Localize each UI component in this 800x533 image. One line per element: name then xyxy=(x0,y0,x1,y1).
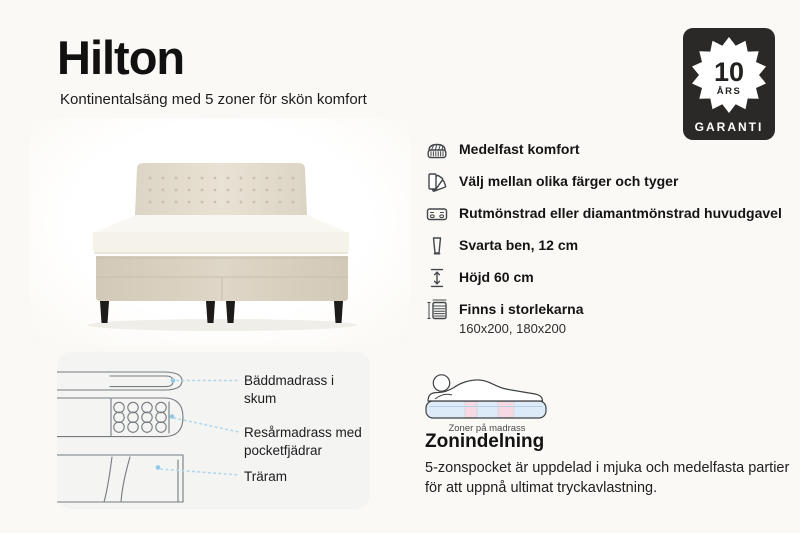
construction-card xyxy=(57,352,370,509)
starburst-seal-icon xyxy=(689,35,769,115)
feature-item xyxy=(425,202,797,226)
feature-list xyxy=(425,138,797,344)
layer-label-springs: Resårmadrass med pocketfjädrar xyxy=(244,425,362,458)
warranty-label: GARANTI xyxy=(694,120,764,134)
zones-heading: Zonindelning xyxy=(425,431,545,452)
feature-item xyxy=(425,298,797,336)
feature-item xyxy=(425,234,797,258)
feature-label: Svarta ben, 12 cm xyxy=(459,237,579,253)
sizes-icon xyxy=(425,298,449,322)
bed-photo xyxy=(30,118,410,346)
warranty-years-suffix: ÅRS xyxy=(716,86,742,97)
warranty-badge xyxy=(683,28,775,140)
feature-label: Höjd 60 cm xyxy=(459,269,534,285)
feature-item xyxy=(425,170,797,194)
feature-label: Medelfast komfort xyxy=(459,141,580,157)
bed-illustration xyxy=(40,125,380,340)
page-title: Hilton xyxy=(57,31,185,84)
feature-label: Välj mellan olika färger och tyger xyxy=(459,173,679,189)
feature-label: Finns i storlekarna xyxy=(459,301,584,317)
fabric-swatches-icon xyxy=(425,170,449,194)
warranty-years: 10 xyxy=(713,57,745,87)
feature-item xyxy=(425,138,797,162)
zones-description: 5-zonspocket är uppdelad i mjuka och medelfasta partier för att uppnå ultimat tryckavlastning. xyxy=(425,460,790,496)
mattress-icon xyxy=(425,138,449,162)
feature-label: Rutmönstrad eller diamantmönstrad huvudgavel xyxy=(459,205,782,221)
zone-diagram-caption: Zoner på madrass xyxy=(448,423,526,434)
bed-leg-icon xyxy=(425,234,449,258)
feature-item xyxy=(425,266,797,290)
headboard-icon xyxy=(425,202,449,226)
feature-sublabel: 160x200, 180x200 xyxy=(459,320,566,336)
layer-label-frame: Träram xyxy=(244,469,287,484)
zone-diagram-icon xyxy=(422,366,552,422)
page-subtitle: Kontinentalsäng med 5 zoner för skön komfort xyxy=(60,91,367,108)
height-arrow-icon xyxy=(425,266,449,290)
layer-label-topper: Bäddmadrass i skum xyxy=(244,373,335,406)
